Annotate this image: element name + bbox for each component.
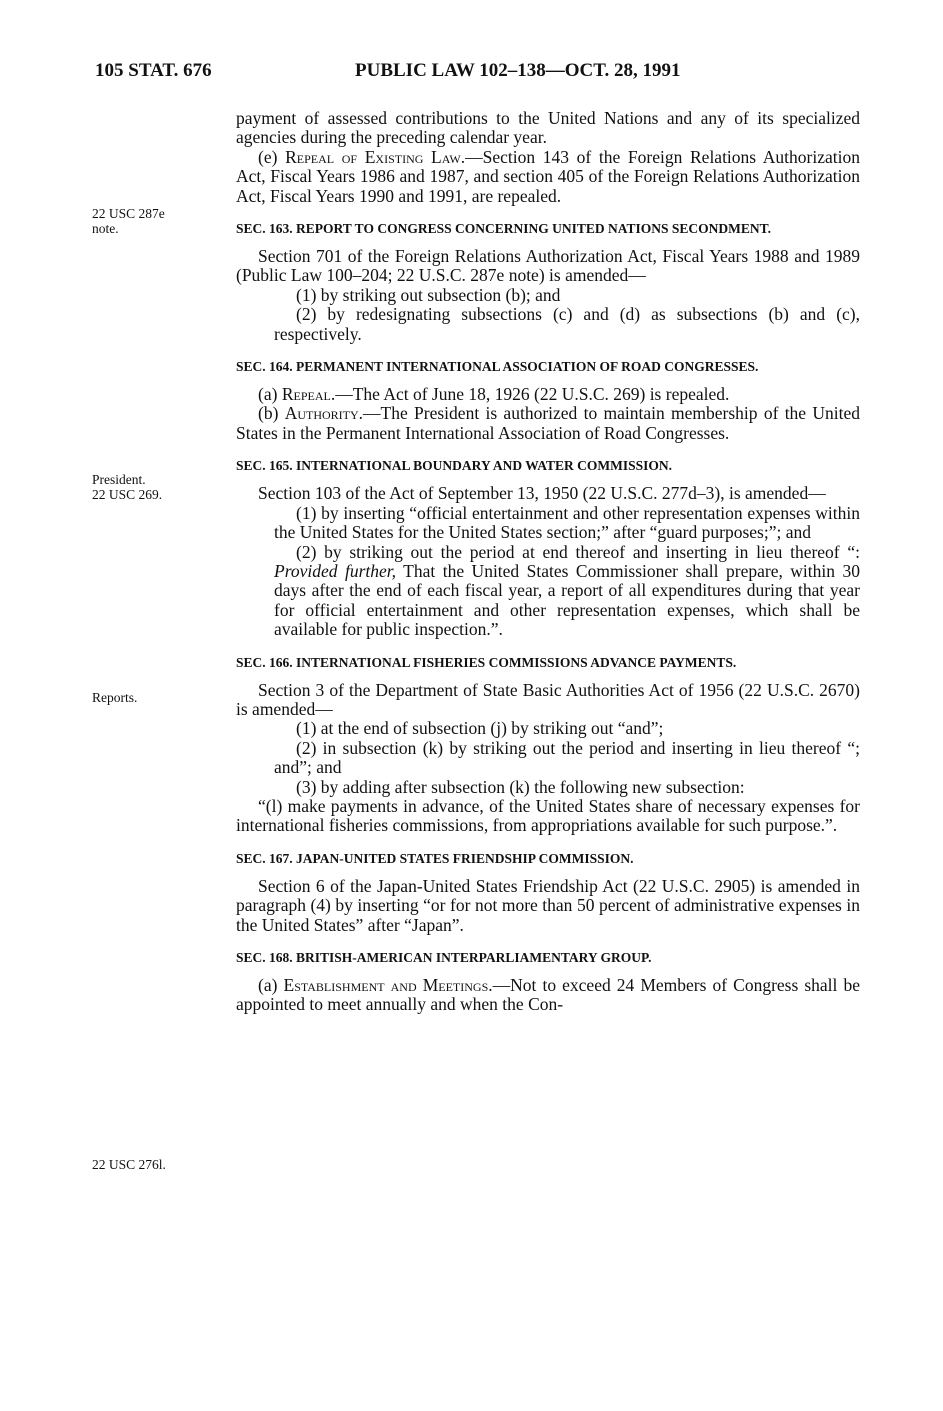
section-heading-166: SEC. 166. INTERNATIONAL FISHERIES COMMISSIONS ADVANCE PAYMENTS. (236, 654, 737, 670)
margin-note-text: 22 USC 276l. (92, 1157, 166, 1172)
subsection-heading: Repeal of Existing Law. (285, 146, 466, 167)
page-header (95, 60, 858, 88)
margin-note-text: President. (92, 472, 146, 487)
subsection-heading: Establishment and Meetings. (283, 975, 493, 995)
list-item: (3) by adding after subsection (k) the following new subsection: (296, 776, 745, 797)
main-text (236, 109, 860, 1015)
public-law-citation: PUBLIC LAW 102–138—OCT. 28, 1991 (355, 60, 681, 81)
margin-note-text: note. (92, 221, 119, 236)
margin-note-287e (92, 206, 212, 236)
margin-note-reports (92, 690, 212, 705)
continued-paragraph: payment of assessed contributions to the United Nations and any of its specialized agencies during the preceding calendar year. (236, 108, 860, 148)
margin-note-text: 22 USC 269. (92, 487, 163, 502)
subsection-heading: Repeal. (281, 384, 336, 405)
statute-page-number: 105 STAT. 676 (95, 60, 212, 81)
section-heading-168: SEC. 168. BRITISH-AMERICAN INTERPARLIAMENTARY GROUP. (236, 950, 652, 965)
list-item: (1) by striking out subsection (b); and (296, 284, 561, 305)
section-164-a: (a) Repeal.—The Act of June 18, 1926 (22 U.S.C. 269) is repealed. (258, 384, 730, 405)
subsection-heading: Authority. (284, 403, 364, 424)
list-item: (2) by striking out the period at end thereof and inserting in lieu thereof “: Provided further, That the United States Commissioner shall prepare, within 30 days after the end of each fiscal year, a report of all expenditures during that year for official entertainment and other representation expenses, which shall be available for public inspection.”. (274, 541, 860, 640)
list-item: (2) by redesignating subsections (c) and (d) as subsections (b) and (c), respectively. (274, 304, 860, 344)
margin-note-president (92, 472, 212, 502)
margin-note-text: 22 USC 287e (92, 206, 165, 221)
section-166-text: Section 3 of the Department of State Basic Authorities Act of 1956 (22 U.S.C. 2670) is amended— (236, 679, 860, 719)
section-165-text: Section 103 of the Act of September 13, 1950 (22 U.S.C. 277d–3), is amended— (258, 483, 826, 504)
margin-note-276l (92, 1157, 212, 1172)
list-item: (2) in subsection (k) by striking out the period and inserting in lieu thereof “; and”; and (274, 737, 860, 778)
section-163-text: Section 701 of the Foreign Relations Authorization Act, Fiscal Years 1988 and 1989 (Public Law 100–204; 22 U.S.C. 287e note) is amended— (236, 246, 860, 286)
quoted-subsection: “(l) make payments in advance, of the United States share of necessary expenses for international fisheries commissions, from appropriations available for such purpose.”. (236, 795, 860, 836)
section-164-b: (b) Authority.—The President is authorized to maintain membership of the United States in the Permanent International Association of Road Congresses. (236, 403, 860, 443)
subsection-e: (e) Repeal of Existing Law.—Section 143 of the Foreign Relations Authorization Act, Fiscal Years 1986 and 1987, and section 405 of the Foreign Relations Authorization Act, Fiscal Years 1990 and 1991, are repealed. (236, 146, 860, 206)
section-heading-163: SEC. 163. REPORT TO CONGRESS CONCERNING UNITED NATIONS SECONDMENT. (236, 221, 771, 237)
section-heading-165: SEC. 165. INTERNATIONAL BOUNDARY AND WATER COMMISSION. (236, 458, 672, 474)
list-item: (1) at the end of subsection (j) by striking out “and”; (296, 718, 664, 739)
margin-note-text: Reports. (92, 690, 138, 705)
section-heading-164: SEC. 164. PERMANENT INTERNATIONAL ASSOCIATION OF ROAD CONGRESSES. (236, 359, 759, 375)
section-heading-167: SEC. 167. JAPAN-UNITED STATES FRIENDSHIP COMMISSION. (236, 850, 634, 866)
section-167-text: Section 6 of the Japan-United States Friendship Act (22 U.S.C. 2905) is amended in paragraph (4) by inserting “or for not more than 50 percent of administrative expenses in the United States” after “Japan”. (236, 875, 860, 935)
list-item: (1) by inserting “official entertainment and other representation expenses within the United States for the United States section;” after “guard purposes;”; and (274, 502, 860, 543)
section-168-a: (a) Establishment and Meetings.—Not to exceed 24 Members of Congress shall be appointed to meet annually and when the Con- (236, 975, 860, 1015)
